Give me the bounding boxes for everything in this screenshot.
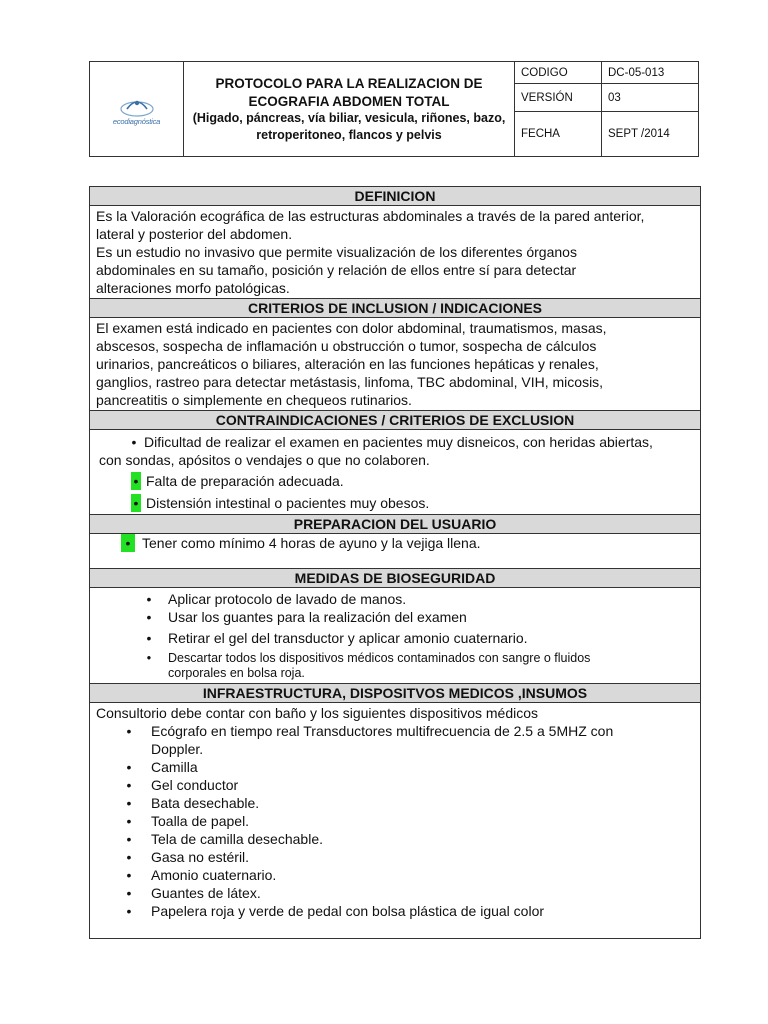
infra-item-text: Ecógrafo en tiempo real Transductores multifrecuencia de 2.5 a 5MHZ con	[151, 723, 614, 739]
definicion-line: Es la Valoración ecográfica de las estructuras abdominales a través de la pared anterior,	[96, 208, 645, 224]
infra-intro: Consultorio debe contar con baño y los siguientes dispositivos médicos	[96, 705, 539, 721]
bullet-icon: •	[126, 723, 132, 739]
codigo-value: DC-05-013	[602, 62, 699, 84]
contra-item-text: con sondas, apósitos o vendajes o que no colaboren.	[99, 452, 430, 468]
infra-item	[96, 722, 694, 740]
fecha-value: SEPT /2014	[602, 112, 699, 157]
inclusion-line: El examen está indicado en pacientes con dolor abdominal, traumatismos, masas,	[96, 320, 607, 336]
bioseguridad-item-continuation	[90, 666, 694, 681]
version-label: VERSIÓN	[515, 84, 602, 112]
bullet-icon: •	[131, 472, 141, 490]
infra-item-text: Toalla de papel.	[151, 813, 250, 829]
contra-item-text: Falta de preparación adecuada.	[146, 473, 344, 489]
bullet-icon: •	[126, 849, 132, 865]
title-line-1: PROTOCOLO PARA LA REALIZACION DE	[215, 76, 483, 92]
company-logo	[90, 93, 183, 126]
fecha-label: FECHA	[515, 112, 602, 157]
logo-cell	[90, 62, 184, 157]
inclusion-line: ganglios, rastreo para detectar metástasis, linfoma, TBC abdominal, VIH, micosis,	[96, 374, 604, 390]
inclusion-heading: CRITERIOS DE INCLUSION / INDICACIONES	[90, 298, 700, 318]
contra-item	[96, 472, 694, 490]
preparacion-heading: PREPARACION DEL USUARIO	[90, 514, 700, 534]
bullet-icon: •	[126, 813, 132, 829]
bullet-icon: •	[146, 630, 152, 646]
bioseguridad-heading: MEDIDAS DE BIOSEGURIDAD	[90, 568, 700, 588]
contra-item-continuation	[96, 451, 694, 469]
bullet-icon: •	[126, 885, 132, 901]
infra-item-text: Doppler.	[151, 741, 204, 757]
bioseguridad-item	[90, 629, 694, 647]
bullet-icon: •	[126, 903, 132, 919]
protocol-table	[89, 186, 701, 939]
infra-item	[96, 884, 694, 902]
bullet-icon: •	[121, 534, 135, 552]
document-title	[184, 62, 515, 157]
bioseguridad-item	[90, 590, 694, 608]
infra-heading: INFRAESTRUCTURA, DISPOSITVOS MEDICOS ,INSUMOS	[90, 683, 700, 703]
inclusion-line: abscesos, sospecha de inflamación u obstrucción o tumor, sospecha de cálculos	[96, 338, 597, 354]
document-header	[89, 61, 699, 157]
contra-item	[96, 494, 694, 512]
logo-mark-icon	[117, 93, 157, 119]
infra-item-text: Amonio cuaternario.	[151, 867, 277, 883]
definicion-line: Es un estudio no invasivo que permite visualización de los diferentes órganos	[96, 244, 577, 260]
bullet-icon: •	[126, 831, 132, 847]
contra-item-text: Distensión intestinal o pacientes muy obesos.	[146, 495, 430, 511]
infra-item	[96, 866, 694, 884]
inclusion-line: urinarios, pancreáticos o biliares, alteración en las funciones hepáticas y renales,	[96, 356, 599, 372]
bioseguridad-body	[90, 588, 700, 683]
infra-item	[96, 902, 694, 920]
subtitle-line-2: retroperitoneo, flancos y pelvis	[256, 127, 442, 142]
infra-body	[90, 703, 700, 938]
bioseguridad-item-text: corporales en bolsa roja.	[168, 666, 305, 680]
infra-item	[96, 776, 694, 794]
infra-item	[96, 848, 694, 866]
definicion-line: lateral y posterior del abdomen.	[96, 226, 293, 242]
inclusion-line: pancreatitis o simplemente en chequeos rutinarios.	[96, 392, 412, 408]
infra-item-text: Bata desechable.	[151, 795, 260, 811]
subtitle-line-1: (Higado, páncreas, vía biliar, vesicula, riñones, bazo,	[192, 111, 506, 126]
definicion-line: alteraciones morfo patológicas.	[96, 280, 290, 296]
contra-body	[90, 430, 700, 514]
preparacion-item	[96, 534, 694, 552]
infra-item-text: Gel conductor	[151, 777, 239, 793]
definicion-line: abdominales en su tamaño, posición y relación de ellos entre sí para detectar	[96, 262, 577, 278]
bullet-icon: •	[126, 777, 132, 793]
bullet-icon: •	[146, 591, 152, 607]
contra-heading: CONTRAINDICACIONES / CRITERIOS DE EXCLUSION	[90, 410, 700, 430]
infra-item	[96, 758, 694, 776]
bioseguridad-item-text: Descartar todos los dispositivos médicos contaminados con sangre o fluidos	[168, 651, 591, 665]
definicion-heading: DEFINICION	[90, 187, 700, 206]
infra-item-text: Guantes de látex.	[151, 885, 261, 901]
preparacion-item-text: Tener como mínimo 4 horas de ayuno y la vejiga llena.	[142, 535, 481, 551]
infra-item-text: Camilla	[151, 759, 198, 775]
bullet-icon: •	[146, 609, 152, 625]
definicion-body	[90, 206, 700, 298]
version-value: 03	[602, 84, 699, 112]
contra-item	[96, 433, 694, 451]
bioseguridad-item	[90, 651, 694, 666]
infra-item-text: Tela de camilla desechable.	[151, 831, 323, 847]
bioseguridad-item-text: Usar los guantes para la realización del examen	[168, 609, 467, 625]
preparacion-body	[90, 534, 700, 568]
infra-item-text: Papelera roja y verde de pedal con bolsa plástica de igual color	[151, 903, 545, 919]
bullet-icon: •	[126, 759, 132, 775]
bullet-icon: •	[131, 494, 141, 512]
bullet-icon: •	[126, 795, 132, 811]
bullet-icon: •	[131, 434, 137, 450]
bioseguridad-item-text: Retirar el gel del transductor y aplicar amonio cuaternario.	[168, 630, 528, 646]
bioseguridad-item-text: Aplicar protocolo de lavado de manos.	[168, 591, 407, 607]
logo-text: ecodiagnóstica	[112, 116, 161, 126]
contra-item-text: Dificultad de realizar el examen en pacientes muy disneicos, con heridas abiertas,	[144, 434, 653, 450]
bioseguridad-item	[90, 608, 694, 626]
title-line-2: ECOGRAFIA ABDOMEN TOTAL	[248, 93, 450, 109]
codigo-label: CODIGO	[515, 62, 602, 84]
infra-item	[96, 812, 694, 830]
infra-item-continuation	[96, 740, 694, 758]
infra-item	[96, 794, 694, 812]
bullet-icon: •	[146, 651, 152, 665]
inclusion-body	[90, 318, 700, 410]
infra-item-text: Gasa no estéril.	[151, 849, 250, 865]
infra-item	[96, 830, 694, 848]
bullet-icon: •	[126, 867, 132, 883]
